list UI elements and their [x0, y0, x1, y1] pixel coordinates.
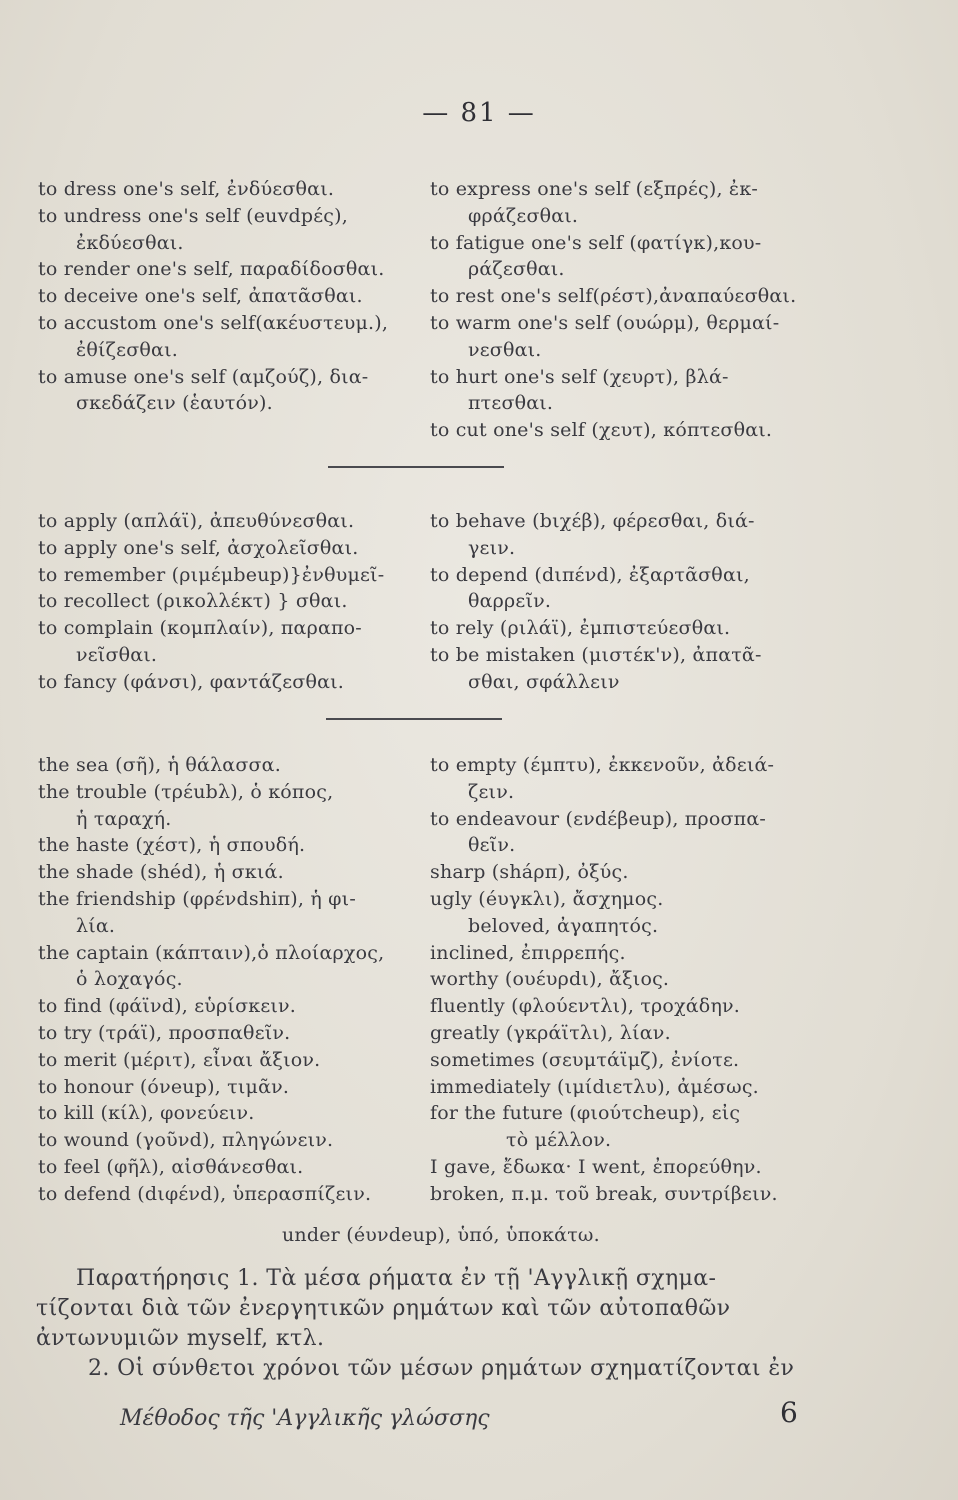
vocab-entry: inclined, ἐπιρρεπής. — [430, 941, 626, 964]
vocab-entry: to dress one's self, ἐνδύεσθαι. — [38, 178, 335, 200]
vocab-entry: σθαι, σφάλλειν — [468, 670, 620, 693]
vocab-entry: I gave, ἔδωκα· I went, ἐπορεύθην. — [430, 1155, 762, 1178]
vocab-entry: ζειν. — [468, 780, 515, 803]
vocab-entry: to warm one's self (ουώρμ), θερμαί- — [430, 311, 780, 334]
vocab-entry: the shade (shéd), ἡ σκιά. — [38, 861, 284, 884]
vocab-entry: to accustom one's self(ακέυστευμ.), — [38, 311, 389, 334]
running-footer-title: Μέθοδος τῆς 'Αγγλικῆς γλώσσης — [120, 1406, 490, 1431]
vocab-entry: for the future (φιούτcheup), εἰς — [430, 1102, 741, 1125]
section3-right-column — [430, 752, 778, 1208]
section2-right-column — [430, 508, 762, 696]
section1-left-column — [38, 176, 388, 417]
vocab-entry: to kill (κίλ), φονεύειν. — [38, 1102, 255, 1125]
vocab-entry: θαρρεῖν. — [468, 590, 552, 613]
vocab-entry: to defend (dιφένd), ὑπερασπίζειν. — [38, 1182, 372, 1205]
remark-line: τίζονται διὰ τῶν ἐνεργητικῶν ρημάτων καὶ τῶν αὐτοπαθῶν — [36, 1296, 731, 1321]
section1-right-column — [430, 176, 796, 444]
vocab-entry: to complain (κομπλαίν), παραπο- — [38, 617, 362, 640]
vocab-entry: to express one's self (εξπρές), ἐκ- — [430, 178, 759, 200]
section-divider — [326, 718, 502, 720]
vocab-entry: sometimes (σευμτάϊμζ), ἐνίοτε. — [430, 1048, 740, 1071]
vocab-entry: to amuse one's self (αμζούζ), δια- — [38, 365, 369, 388]
vocab-entry: to remember (ριμέμbeup)}ἐνθυμεῖ- — [38, 563, 385, 586]
vocab-entry: to rest one's self(ρέστ),ἀναπαύεσθαι. — [430, 285, 797, 308]
vocab-entry: νεσθαι. — [468, 338, 542, 361]
vocab-entry: to fancy (φάνσι), φαντάζεσθαι. — [38, 670, 345, 693]
vocab-entry: broken, π.μ. τοῦ break, συντρίβειν. — [430, 1182, 778, 1205]
vocab-entry: the friendship (φρένdshiπ), ἡ φι- — [38, 887, 356, 910]
vocab-entry: γειν. — [468, 536, 516, 559]
vocab-entry: to rely (ριλάϊ), ἐμπιστεύεσθαι. — [430, 617, 731, 640]
vocab-entry: to depend (dιπένd), ἐξαρτᾶσθαι, — [430, 563, 750, 586]
remark-line: Παρατήρησις 1. Τὰ μέσα ρήματα ἐν τῇ 'Αγγλικῇ σχημα- — [76, 1266, 717, 1291]
vocab-entry: to behave (bιχέβ), φέρεσθαι, διά- — [430, 510, 755, 532]
vocab-entry: immediately (ιμίdιετλυ), ἀμέσως. — [430, 1075, 759, 1098]
vocab-entry: to undress one's self (euvdpές), — [38, 204, 348, 227]
vocab-entry: to wound (γοῦνd), πληγώνειν. — [38, 1129, 334, 1152]
vocab-entry: sharp (sháρπ), ὀξύς. — [430, 861, 629, 884]
vocab-entry: λία. — [76, 914, 116, 937]
vocab-entry: to honour (όνeup), τιμᾶν. — [38, 1075, 290, 1098]
vocab-entry: the trouble (τρέubλ), ὁ κόπος, — [38, 780, 334, 803]
vocab-entry: the sea (σῆ), ἡ θάλασσα. — [38, 754, 281, 776]
vocab-entry: fluently (φλούεντλι), τροχάδην. — [430, 995, 741, 1018]
vocab-entry: ἐθίζεσθαι. — [76, 338, 178, 361]
vocab-entry: to empty (έμπτυ), ἐκκενοῦν, ἀδειά- — [430, 754, 775, 776]
vocab-entry: to try (τράϊ), προσπαθεῖν. — [38, 1021, 291, 1044]
vocab-entry: σκεδάζειν (ἑαυτόν). — [76, 392, 273, 415]
section3-left-column — [38, 752, 384, 1208]
vocab-entry: the captain (κάπταιν),ὁ πλοίαρχος, — [38, 941, 385, 964]
section-divider — [328, 466, 504, 468]
vocab-entry: to deceive one's self, ἀπατᾶσθαι. — [38, 285, 363, 308]
vocab-entry: worthy (ουέυρdι), ἄξιος. — [430, 968, 670, 991]
vocab-entry-centered: under (éυνdeup), ὑπό, ὑποκάτω. — [282, 1224, 600, 1246]
vocab-entry: ὁ λοχαγός. — [76, 968, 183, 991]
vocab-entry: beloved, ἀγαπητός. — [468, 914, 659, 937]
vocab-entry: to recollect (ρικολλέκτ) } σθαι. — [38, 590, 348, 613]
vocab-entry: ράζεσθαι. — [468, 258, 565, 281]
vocab-entry: to hurt one's self (χευρτ), βλά- — [430, 365, 729, 388]
vocab-entry: τὸ μέλλον. — [506, 1129, 612, 1152]
remark-line: ἀντωνυμιῶν myself, κτλ. — [36, 1326, 325, 1351]
vocab-entry: to feel (φῆλ), αἰσθάνεσθαι. — [38, 1155, 304, 1178]
vocab-entry: ἐκδύεσθαι. — [76, 231, 184, 254]
section2-left-column — [38, 508, 384, 696]
vocab-entry: ugly (éυγκλι), ἄσχημος. — [430, 887, 664, 910]
vocab-entry: to cut one's self (χευτ), κόπτεσθαι. — [430, 419, 773, 442]
remark-line: 2. Οἱ σύνθετοι χρόνοι τῶν μέσων ρημάτων σχηματίζονται ἐν — [88, 1356, 795, 1381]
vocab-entry: to be mistaken (μιστέκ'ν), ἀπατᾶ- — [430, 643, 762, 666]
vocab-entry: to render one's self, παραδίδοσθαι. — [38, 258, 385, 281]
vocab-entry: φράζεσθαι. — [468, 204, 579, 227]
vocab-entry: πτεσθαι. — [468, 392, 554, 415]
vocab-entry: θεῖν. — [468, 834, 516, 857]
vocab-entry: to apply (απλάϊ), ἀπευθύνεσθαι. — [38, 510, 355, 532]
vocab-entry: to fatigue one's self (φατίγκ),κου- — [430, 231, 762, 254]
vocab-entry: ἡ ταραχή. — [76, 807, 172, 830]
page-number: — 81 — — [422, 98, 536, 128]
vocab-entry: to merit (μέριτ), εἶναι ἄξιον. — [38, 1048, 321, 1071]
vocab-entry: to find (φάϊνd), εὑρίσκειν. — [38, 995, 297, 1018]
remark-paragraph — [36, 1264, 936, 1384]
vocab-entry: to apply one's self, ἀσχολεῖσθαι. — [38, 536, 359, 559]
vocab-entry: to endeavour (ενdέβeup), προσπα- — [430, 807, 766, 830]
vocab-entry: greatly (γκράϊτλι), λίαν. — [430, 1021, 671, 1044]
vocab-entry: the haste (χέστ), ἡ σπουδή. — [38, 834, 306, 857]
signature-mark: 6 — [780, 1396, 798, 1429]
vocab-entry: νεῖσθαι. — [76, 643, 158, 666]
